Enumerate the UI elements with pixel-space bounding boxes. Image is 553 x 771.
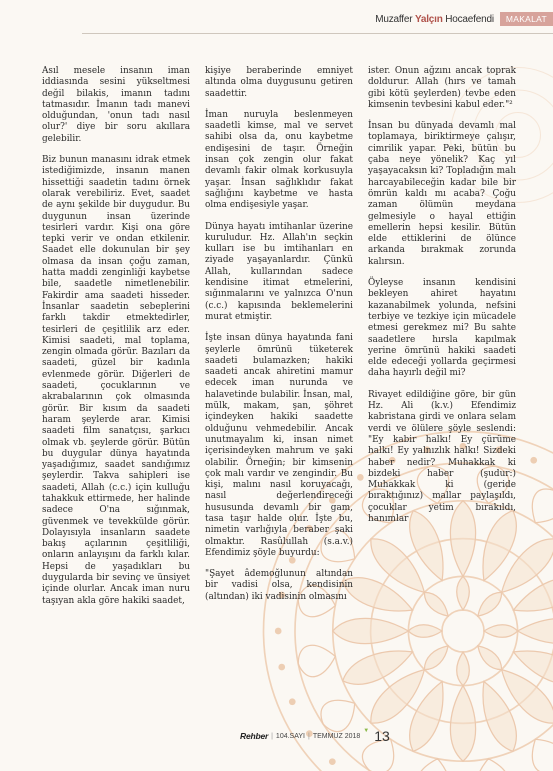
- text-column-1: [42, 66, 190, 617]
- page-footer: [240, 726, 390, 746]
- section-tag: MAKALAT: [500, 12, 553, 26]
- paragraph: Dünya hayatı imtihanlar üzerine kuruludur. Hz. Allah'ın seçkin kulları ise bu imtihanları en ziyade yaşayanlardır. Çünkü Allah, kullarından sadece kendisine itimat etmelerini, sığınmalarını ve yalnızca O'nun (c.c.) kapısında beklemelerini murat etmiştir.: [205, 221, 353, 322]
- issue-date: TEMMUZ 2018: [312, 732, 361, 740]
- paragraph: İnsan bu dünyada devamlı mal toplamaya, biriktirmeye çalışır, cimrilik yapar. Peki, bütün bu çaba neye yönelik? Kaç yıl yaşayacaksın ki? Topladığın malı harcayabileceğin kadar bile bir ömrün kaldı mı acaba? Çoğu zaman ölümün meydana gelmesiyle o hayal ettiğin emellerin hepsi kesilir. Bütün elde ettiklerini de ölünce arkanda bırakmak zorunda kalırsın.: [368, 121, 516, 267]
- paragraph: Biz bunun manasını idrak etmek istediğimizde, insanın manen hissettiği saadetin tadını örnek olarak verebiliriz. Evet, saadet de aynı şekilde bir duygudur. Bu duygunun insan üzerinde tesirleri vardır. Kişi ona göre tepki verir ve ondan etkilenir. Saadet elle dokunulan bir şey olmasa da insan çoğu zaman, hatta maddi zenginliği kaybetse bile, saadetle nimetlenebilir. Fakirdir ama saadeti hisseder. İnsanlar saadetin sebeplerini farklı takdir etmektedirler, tesirleri de çeşitlilik arz eder. Kimisi saadeti, mal toplama, zengin olmada görür. Bazıları da saadeti, güzel bir kadınla evlenmede görür. Diğerleri de saadeti, çocuklarının ve akrabalarının çok olmasında görür. Bir kısım da saadeti haram şeylerde arar. Kimisi saadeti film sanatçısı, şarkıcı olmak vb. şeylerde görür. Bütün bu duygular dünya hayatında yaşadığımız, saadet sandığımız şeylerdir. Takva sahipleri ise saadeti, Allah (c.c.) için kulluğu tahakkuk ettirmede, her halinde sadece O'na sığınmak, güvenmek ve tevekkülde görür. Dolayısıyla insanların saadete bakış açılarının çeşitliliği, onların anlayışını da farklı kılar. Hepsi de yaşadıkları bu duygularda bir sevinç ve ünsiyet içinde olurlar. Ancak iman nuru taşıyan akla göre hakiki saadet,: [42, 155, 190, 606]
- paragraph: Asıl mesele insanın iman iddiasında sesini yükseltmesi değil bilakis, imanın tadını tatmasıdır. İmanın tadı manevi olduğundan, 'onun tadı nasıl olur?' diye bir soru akıllara gelebilir.: [42, 66, 190, 144]
- magazine-brand: Rehber: [240, 731, 269, 741]
- paragraph: İşte insan dünya hayatında fani şeylerle ömrünü tüketerek saadeti bulamazken; hakiki saadeti ancak ahiretini mamur edecek iman nurunda ve halavetinde bulabilir. İnsan, mal, mülk, makam, şan, şöhret içindeyken hakiki saadette olduğunu vehmedebilir. Ancak unutmayalım ki, insan nimet içerisindeyken mahrum ve şaki olabilir. Örneğin; bir kimsenin çok malı vardır ve zengindir. Bu kişi, malını nasıl koruyacağı, nasıl değerlendireceği hususunda devamlı bir gam, tasa taşır halde olur. İşte bu, nimetin varlığıyla beraber şaki olmaktır. Rasûlullah (s.a.v.) Efendimiz şöyle buyurdu:: [205, 333, 353, 558]
- paragraph: İman nuruyla beslenmeyen saadetli kimse, mal ve servet sahibi olsa da, onu kaybetme endişesini de taşır. Örneğin insan çok zengin olur fakat devamlı fakir olmak korkusuyla yaşar. İnsan sağlıklıdır fakat sağlığını kaybetme ve hasta olma endişesiyle yaşar.: [205, 109, 353, 211]
- issue-number: 104.SAYI: [275, 732, 305, 740]
- triangle-icon: ▼: [363, 728, 370, 734]
- paragraph: kişiye beraberinde emniyet altında olma duygusunu getiren saadettir.: [205, 66, 353, 99]
- header-divider: [82, 33, 553, 34]
- paragraph: "Şayet âdemoğlunun altından bir vadisi olsa, kendisinin (altından) iki vadisinin olmasını: [205, 569, 353, 602]
- page-header: [375, 12, 553, 26]
- footer-separator: |: [271, 732, 273, 740]
- text-column-3: [368, 66, 516, 535]
- paragraph: ister. Onun ağzını ancak toprak doldurur. Allah (hırs ve tamah gibi kötü şeylerden) tevbe eden kimsenin tevbesini kabul eder."²: [368, 66, 516, 110]
- paragraph: Öyleyse insanın kendisini bekleyen ahiret hayatını kazanabilmek yolunda, nefsini terbiye ve tezkiye için mücadele etmesi gerekmez mi? Bu sahte saadetlere hırsla kapılmak yerine ömrünü hakiki saadeti elde edeceği yollarda geçirmesi daha hayırlı değil mi?: [368, 278, 516, 379]
- paragraph: Rivayet edildiğine göre, bir gün Hz. Ali (k.v.) Efendimiz kabristana girdi ve onlara selam verdi ve ölülere şöyle seslendi: "Ey kabir halkı! Ey çürüme halkı! Ey yalnızlık halkı! Sizdeki haber nedir? Muhakkak ki bizdeki haber (şudur:) Muhakkak ki (geride bıraktığınız) mallar paylaşıldı, çocuklar yetim bırakıldı, hanımlar: [368, 389, 516, 524]
- footer-separator: |: [307, 732, 310, 740]
- author-name: Muzaffer Yalçın Hocaefendi: [375, 13, 494, 25]
- text-column-2: [205, 66, 353, 613]
- page-number: 13: [374, 728, 390, 744]
